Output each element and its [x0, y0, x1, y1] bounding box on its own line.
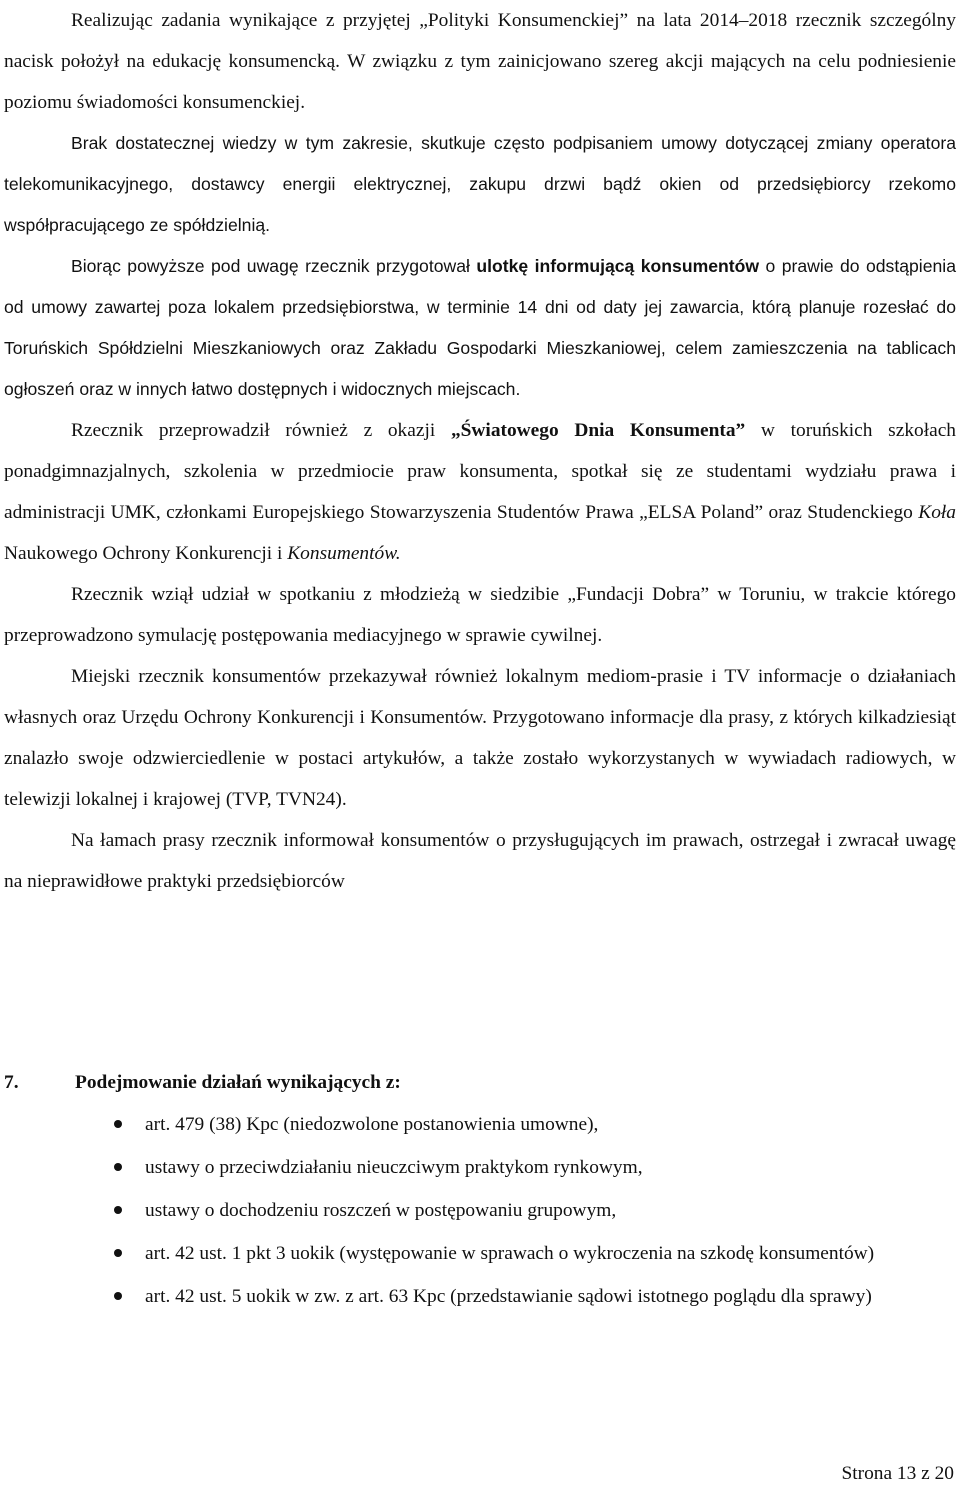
bullet-icon	[114, 1249, 122, 1257]
paragraph-leaflet	[4, 246, 956, 410]
bullet-list	[4, 1104, 956, 1319]
list-item-text: art. 42 ust. 5 uokik w zw. z art. 63 Kpc (przedstawianie sądowi istotnego poglądu dla sprawy)	[145, 1286, 872, 1307]
paragraph-fundacja-dobra: Rzecznik wziął udział w spotkaniu z młodzieżą w siedzibie „Fundacji Dobra” w Toruniu, w trakcie którego przeprowadzono symulację postępowania mediacyjnego w sprawie cywilnej.	[4, 584, 956, 646]
leaflet-highlight: ulotkę informującą konsumentów	[476, 256, 760, 276]
consumer-day-highlight: „Światowego Dnia Konsumenta”	[450, 420, 746, 441]
list-item-text: art. 479 (38) Kpc (niedozwolone postanowienia umowne),	[145, 1114, 599, 1135]
document-page	[4, 0, 956, 902]
bullet-icon	[114, 1163, 122, 1171]
bullet-icon	[114, 1292, 122, 1300]
paragraph-lack-of-knowledge: Brak dostatecznej wiedzy w tym zakresie, skutkuje często podpisaniem umowy dotyczącej zmiany operatora telekomunikacyjnego, dostawcy energii elektrycznej, zakupu drzwi bądź okien od przedsiębiorcy rzekomo współpracującego ze spółdzielnią.	[4, 133, 956, 235]
section-number: 7.	[4, 1072, 19, 1093]
consumer-day-text-mid: w toruńskich szkołach ponadgimnazjalnych, szkolenia w przedmiocie praw konsumenta, spotkał się ze studentami wydziału prawa i administracji UMK, członkami Europejskiego Stowarzyszenia Studentów Prawa „ELSA Poland” oraz Studenckiego	[4, 420, 957, 523]
paragraph-press: Na łamach prasy rzecznik informował konsumentów o przysługujących im prawach, ostrzegał i zwracał uwagę na nieprawidłowe praktyki przedsiębiorców	[4, 830, 956, 892]
list-item	[4, 1276, 956, 1317]
list-item	[4, 1190, 956, 1231]
list-item-text: ustawy o przeciwdziałaniu nieuczciwym praktykom rynkowym,	[145, 1157, 643, 1178]
paragraph-world-consumer-day	[4, 410, 956, 574]
list-item	[4, 1104, 956, 1145]
page-number-footer: Strona 13 z 20	[841, 1463, 954, 1484]
section-title: Podejmowanie działań wynikających z:	[75, 1072, 401, 1093]
leaflet-text-end: o prawie do odstąpienia od umowy zawartej poza lokalem przedsiębiorstwa, w terminie 14 dni od daty jej zawarcia, którą planuje rozesłać do Toruńskich Spółdzielni Mieszkaniowych oraz Zakładu Gospodarki Mieszkaniowej, celem zamieszczenia na tablicach ogłoszeń oraz w innych łatwo dostępnych i widocznych miejscach.	[4, 256, 956, 399]
list-item-text: ustawy o dochodzeniu roszczeń w postępowaniu grupowym,	[145, 1200, 617, 1221]
paragraph-media: Miejski rzecznik konsumentów przekazywał również lokalnym mediom-prasie i TV informacje o działaniach własnych oraz Urzędu Ochrony Konkurencji i Konsumentów. Przygotowano informacje dla prasy, z których kilkadziesiąt znalazło swoje odzwierciedlenie w postaci artykułów, a także zostało wykorzystanych w wywiadach radiowych, w telewizji lokalnej i krajowej (TVP, TVN24).	[4, 666, 956, 810]
bullet-icon	[114, 1206, 122, 1214]
consumer-day-italic-kola: Koła	[918, 502, 956, 523]
section-heading	[4, 1065, 401, 1101]
list-item	[4, 1147, 956, 1188]
leaflet-text-start: Biorąc powyższe pod uwagę rzecznik przygotował	[71, 256, 477, 276]
list-item	[4, 1233, 956, 1274]
bullet-icon	[114, 1120, 122, 1128]
consumer-day-italic-konsumentow: Konsumentów.	[287, 543, 401, 564]
consumer-day-text-tail: Naukowego Ochrony Konkurencji i	[4, 543, 288, 564]
consumer-day-text-start: Rzecznik przeprowadził również z okazji	[71, 420, 451, 441]
list-item-text: art. 42 ust. 1 pkt 3 uokik (występowanie w sprawach o wykroczenia na szkodę konsumentów)	[145, 1243, 875, 1264]
paragraph-consumer-policy: Realizując zadania wynikające z przyjętej „Polityki Konsumenckiej” na lata 2014–2018 rzecznik szczególny nacisk położył na edukację konsumencką. W związku z tym zainicjowano szereg akcji mających na celu podniesienie poziomu świadomości konsumenckiej.	[4, 10, 956, 113]
